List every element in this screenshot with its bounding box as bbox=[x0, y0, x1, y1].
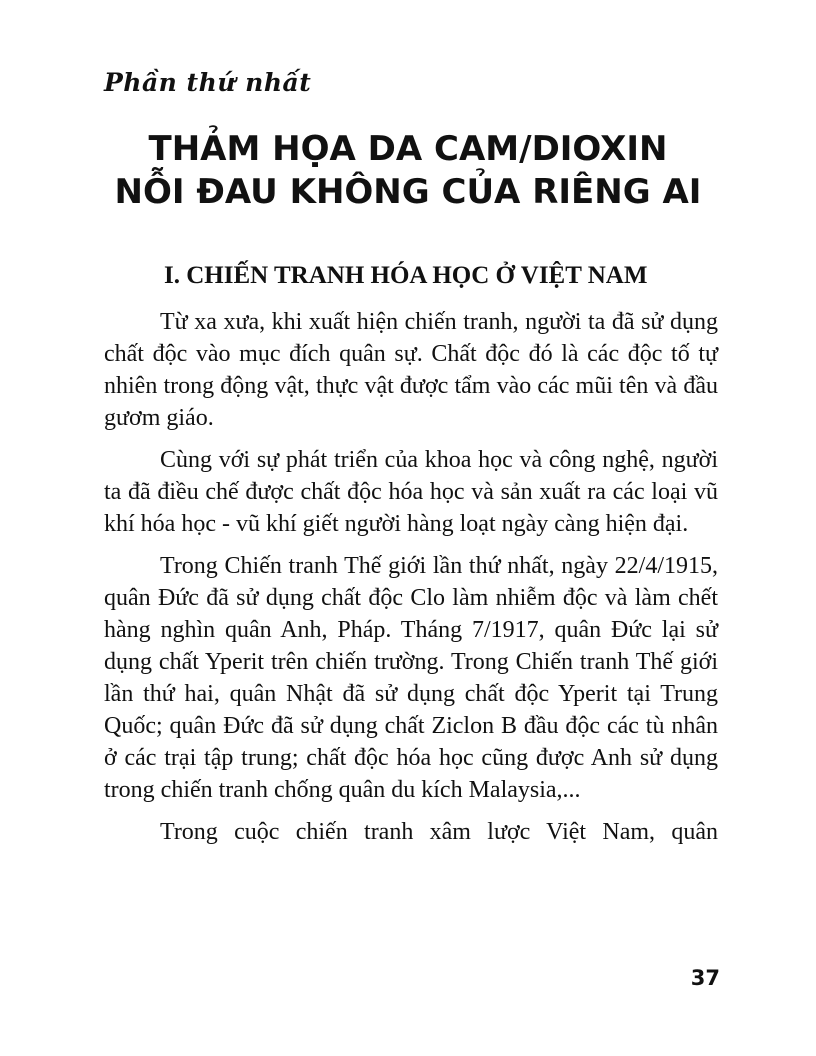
section-heading: I. CHIẾN TRANH HÓA HỌC Ở VIỆT NAM bbox=[164, 262, 648, 289]
chapter-title-line-2: NỖI ĐAU KHÔNG CỦA RIÊNG AI bbox=[114, 172, 702, 212]
chapter-title bbox=[0, 128, 816, 214]
paragraph-2: Cùng với sự phát triển của khoa học và công nghệ, người ta đã điều chế được chất độc hóa học và sản xuất ra các loại vũ khí hóa học - vũ khí giết người hàng loạt ngày càng hiện đại. bbox=[104, 447, 718, 537]
paragraph-1: Từ xa xưa, khi xuất hiện chiến tranh, người ta đã sử dụng chất độc vào mục đích quân sự. Chất độc đó là các độc tố tự nhiên trong động vật, thực vật được tẩm vào các mũi tên và đầu gươm giáo. bbox=[104, 309, 718, 431]
chapter-title-line-1: THẢM HỌA DA CAM/DIOXIN bbox=[148, 129, 668, 169]
paragraph-3: Trong Chiến tranh Thế giới lần thứ nhất, ngày 22/4/1915, quân Đức đã sử dụng chất độc Clo làm nhiễm độc và làm chết hàng nghìn quân Anh, Pháp. Tháng 7/1917, quân Đức lại sử dụng chất Yperit trên chiến trường. Trong Chiến tranh Thế giới lần thứ hai, quân Nhật đã sử dụng chất độc Yperit tại Trung Quốc; quân Đức đã sử dụng chất Ziclon B đầu độc các tù nhân ở các trại tập trung; chất độc hóa học cũng được Anh sử dụng trong chiến tranh chống quân du kích Malaysia,... bbox=[104, 553, 718, 803]
paragraph-4: Trong cuộc chiến tranh xâm lược Việt Nam, quân bbox=[160, 819, 718, 845]
body-text bbox=[104, 306, 718, 848]
part-label: Phần thứ nhất bbox=[104, 68, 312, 97]
page-number: 37 bbox=[690, 966, 720, 990]
